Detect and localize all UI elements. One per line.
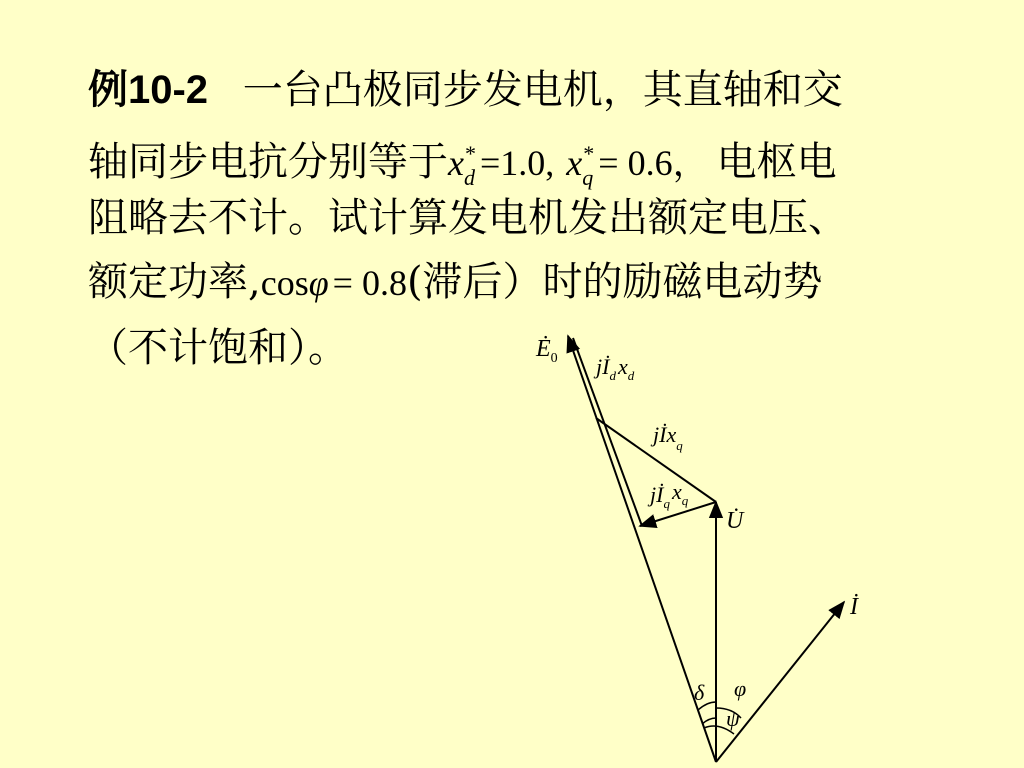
phi-label: φ bbox=[734, 676, 747, 701]
delta-label: δ bbox=[694, 680, 705, 705]
jIqxq-label: $jİ_qx_q$ bbox=[650, 479, 689, 511]
i-label: İ bbox=[850, 594, 858, 620]
problem-text-4-prefix: 额定功率, bbox=[88, 259, 261, 305]
xd-expression: $x_d^* =1.0$, bbox=[448, 141, 555, 190]
jIdxd-label: $jİ_dx_d$ bbox=[596, 354, 635, 383]
problem-label: 例10-2 bbox=[88, 68, 209, 112]
problem-text-1: 一台凸极同步发电机，其直轴和交 bbox=[242, 67, 843, 113]
problem-text-2-prefix: 轴同步电抗分别等于 bbox=[88, 139, 448, 185]
problem-text-4-suffix: (滞后）时的励磁电动势 bbox=[406, 259, 823, 305]
jIxq-label: jİx$_q$ bbox=[653, 422, 683, 453]
problem-text-2-suffix: 电枢电 bbox=[716, 139, 837, 185]
problem-text-5: （不计饱和）。 bbox=[88, 325, 348, 371]
u-label: U̇ bbox=[726, 508, 744, 534]
problem-text-3: 阻略去不计。试计算发电机发出额定电压、 bbox=[88, 195, 848, 241]
delta-arc-inner bbox=[702, 718, 716, 724]
xq-expression: $x_q^* = 0.6$， bbox=[566, 141, 709, 190]
e0-label: $Ė_0$ bbox=[536, 336, 558, 366]
cos-phi-expression: cosφ = 0.8 bbox=[260, 263, 407, 303]
psi-label: ψ bbox=[726, 706, 740, 731]
